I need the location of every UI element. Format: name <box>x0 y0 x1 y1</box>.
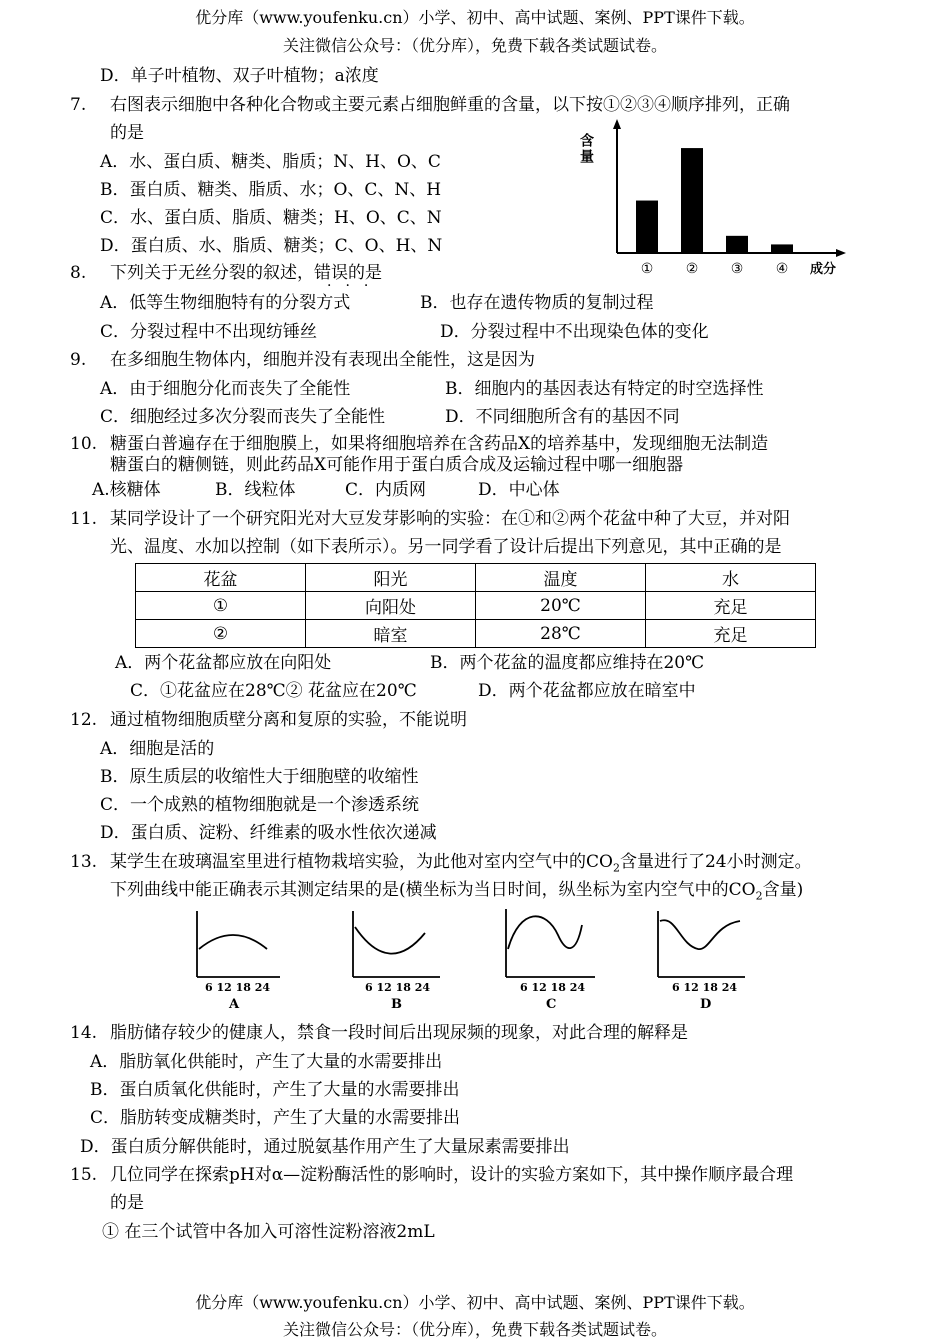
header-line-1: 优分库（www.youfenku.cn）小学、初中、高中试题、案例、PPT课件下载。 <box>195 8 755 27</box>
q10-option-d: D．中心体 <box>478 480 560 500</box>
q11-table <box>135 563 816 648</box>
graph-curve <box>355 927 425 954</box>
chart-bar <box>771 244 793 253</box>
q8-stem-emph: 错误的 <box>314 263 365 283</box>
table-cell: 充足 <box>646 620 816 648</box>
chart-category-label: ④ <box>775 261 789 277</box>
chart-xlabel: 成分 <box>810 262 837 277</box>
q12-number: 12. <box>70 710 98 730</box>
q15-stem-line-2: 的是 <box>110 1193 144 1213</box>
q10-option-c: C．内质网 <box>345 480 427 500</box>
table-cell: 充足 <box>646 592 816 620</box>
q13-stem-2b: 含量) <box>762 880 804 900</box>
table-cell: 28℃ <box>476 620 646 648</box>
graph-ticks: 6 12 18 24 <box>205 981 271 994</box>
q12-stem-text: 通过植物细胞质壁分离和复原的实验，不能说明 <box>110 710 467 730</box>
graph-ticks: 6 12 18 24 <box>672 981 738 994</box>
q13-stem-1a: 某学生在玻璃温室里进行植物栽培实验，为此他对室内空气中的CO <box>110 852 613 872</box>
q11-option-c: C．①花盆应在28℃② 花盆应在20℃ <box>130 681 417 701</box>
q12-option-c: C．一个成熟的植物细胞就是一个渗透系统 <box>100 795 420 815</box>
table-header-cell: 阳光 <box>306 564 476 592</box>
q13-stem-2-sub: 2 <box>755 889 763 903</box>
q8-option-b: B．也存在遗传物质的复制过程 <box>420 293 654 313</box>
table-header-cell: 花盆 <box>136 564 306 592</box>
table-cell: 暗室 <box>306 620 476 648</box>
graph-curve <box>660 920 740 949</box>
q13-stem-2a: 下列曲线中能正确表示其测定结果的是(横坐标为当日时间，纵坐标为室内空气中的CO <box>110 880 756 900</box>
q12-option-a: A．细胞是活的 <box>100 739 215 759</box>
graph-ticks: 6 12 18 24 <box>520 981 586 994</box>
graph-label: D <box>700 997 712 1012</box>
q13-graph-b <box>345 905 455 1015</box>
q14-option-d: D．蛋白质分解供能时，通过脱氨基作用产生了大量尿素需要排出 <box>80 1137 570 1157</box>
chart-bar <box>636 201 658 253</box>
table-header-row <box>136 564 816 592</box>
chart-category-label: ③ <box>730 261 744 277</box>
chart-bar <box>681 148 703 253</box>
q8-stem-prefix: 下列关于无丝分裂的叙述， <box>110 263 314 283</box>
q7-option-a: A．水、蛋白质、糖类、脂质；N、H、O、C <box>100 152 441 172</box>
chart-category-label: ② <box>685 261 699 277</box>
q11-stem-line-2: 光、温度、水加以控制（如下表所示）。另一同学看了设计后提出下列意见，其中正确的是 <box>110 537 782 557</box>
q14-stem <box>70 1023 688 1043</box>
q9-stem-text: 在多细胞生物体内，细胞并没有表现出全能性，这是因为 <box>110 350 535 370</box>
q9-option-a: A．由于细胞分化而丧失了全能性 <box>100 379 351 399</box>
q8-stem-suffix: 是 <box>365 263 382 283</box>
q8-emphasis-dots: ··· <box>327 278 383 294</box>
q14-option-a: A．脂肪氧化供能时，产生了大量的水需要排出 <box>90 1052 443 1072</box>
q8-option-c: C．分裂过程中不出现纺锤丝 <box>100 322 318 342</box>
header-line-2: 关注微信公众号：（优分库），免费下载各类试题试卷。 <box>282 36 667 55</box>
q10-option-a: A.核糖体 <box>92 480 161 500</box>
table-cell: ② <box>136 620 306 648</box>
q13-graph-d <box>650 905 760 1015</box>
q10-stem-text: 糖蛋白普遍存在于细胞膜上，如果将细胞培养在含药品X的培养基中，发现细胞无法制造 <box>110 434 769 454</box>
q11-stem-text: 某同学设计了一个研究阳光对大豆发芽影响的实验：在①和②两个花盆中种了大豆，并对阳 <box>110 509 790 529</box>
q9-option-c: C．细胞经过多次分裂而丧失了全能性 <box>100 407 386 427</box>
graph-ticks: 6 12 18 24 <box>365 981 431 994</box>
graph-label: C <box>546 997 557 1012</box>
q7-option-c: C．水、蛋白质、脂质、糖类；H、O、C、N <box>100 208 442 228</box>
q10-number: 10. <box>70 434 98 454</box>
q9-option-b: B．细胞内的基因表达有特定的时空选择性 <box>445 379 764 399</box>
graph-label: B <box>391 997 402 1012</box>
footer-line-1: 优分库（www.youfenku.cn）小学、初中、高中试题、案例、PPT课件下载。 <box>195 1293 755 1312</box>
q7-stem-line-1 <box>70 95 790 115</box>
q8-option-d: D．分裂过程中不出现染色体的变化 <box>440 322 709 342</box>
q7-option-d: D．蛋白质、水、脂质、糖类；C、O、H、N <box>100 236 443 256</box>
q14-stem-text: 脂肪储存较少的健康人，禁食一段时间后出现尿频的现象，对此合理的解释是 <box>110 1023 688 1043</box>
chart-category-label: ① <box>640 261 654 277</box>
q8-option-a: A．低等生物细胞特有的分裂方式 <box>100 293 351 313</box>
table-cell: 向阳处 <box>306 592 476 620</box>
q15-step-1: ① 在三个试管中各加入可溶性淀粉溶液2mL <box>102 1222 435 1242</box>
q12-option-d: D．蛋白质、淀粉、纤维素的吸水性依次递减 <box>100 823 437 843</box>
table-header-cell: 水 <box>646 564 816 592</box>
q11-option-d: D．两个花盆都应放在暗室中 <box>478 681 696 701</box>
q14-option-c: C．脂肪转变成糖类时，产生了大量的水需要排出 <box>90 1108 461 1128</box>
table-cell: 20℃ <box>476 592 646 620</box>
chart-y-axis-arrow <box>613 119 621 129</box>
graph-label: A <box>229 997 240 1012</box>
table-header-cell: 温度 <box>476 564 646 592</box>
table-row <box>136 592 816 620</box>
q10-stem-line-2: 糖蛋白的糖侧链，则此药品X可能作用于蛋白质合成及运输过程中哪一细胞器 <box>110 455 684 475</box>
q14-option-b: B．蛋白质氧化供能时，产生了大量的水需要排出 <box>90 1080 460 1100</box>
q13-stem-line-2 <box>110 880 803 903</box>
previous-option-d: D．单子叶植物、双子叶植物；a浓度 <box>100 66 379 86</box>
q9-stem <box>70 350 535 370</box>
q11-number: 11. <box>70 509 98 529</box>
footer-line-2: 关注微信公众号：（优分库），免费下载各类试题试卷。 <box>282 1320 667 1339</box>
q15-stem-text: 几位同学在探索pH对α—淀粉酶活性的影响时，设计的实验方案如下，其中操作顺序最合理 <box>110 1165 794 1185</box>
q8-number: 8. <box>70 263 87 283</box>
q13-stem-line-1 <box>70 852 812 875</box>
chart-ylabel: 含量 <box>578 133 594 165</box>
chart-bar <box>726 236 748 253</box>
q7-stem-line-2: 的是 <box>110 123 144 143</box>
graph-curve <box>508 916 582 949</box>
q7-number: 7. <box>70 95 87 115</box>
q12-option-b: B．原生质层的收缩性大于细胞壁的收缩性 <box>100 767 419 787</box>
table-row <box>136 620 816 648</box>
q13-stem-1-sub: 2 <box>612 861 620 875</box>
q10-stem-line-1 <box>70 434 768 454</box>
q9-option-d: D．不同细胞所含有的基因不同 <box>445 407 680 427</box>
q14-number: 14. <box>70 1023 98 1043</box>
table-cell: ① <box>136 592 306 620</box>
q7-bar-chart <box>580 115 850 280</box>
q15-stem-line-1 <box>70 1165 793 1185</box>
chart-x-axis-arrow <box>836 249 846 257</box>
q7-stem-text: 右图表示细胞中各种化合物或主要元素占细胞鲜重的含量，以下按①②③④顺序排列，正确 <box>110 95 790 115</box>
q13-graph-c <box>500 905 610 1015</box>
q10-option-b: B．线粒体 <box>215 480 296 500</box>
q15-number: 15. <box>70 1165 98 1185</box>
q11-stem-line-1 <box>70 509 790 529</box>
q9-number: 9. <box>70 350 87 370</box>
q11-option-b: B．两个花盆的温度都应维持在20℃ <box>430 653 705 673</box>
q11-option-a: A．两个花盆都应放在向阳处 <box>115 653 332 673</box>
q13-stem-1b: 含量进行了24小时测定。 <box>619 852 812 872</box>
q13-graph-a <box>185 905 295 1015</box>
q13-number: 13. <box>70 852 98 872</box>
q12-stem <box>70 710 467 730</box>
graph-curve <box>199 935 267 949</box>
q7-option-b: B．蛋白质、糖类、脂质、水；O、C、N、H <box>100 180 442 200</box>
